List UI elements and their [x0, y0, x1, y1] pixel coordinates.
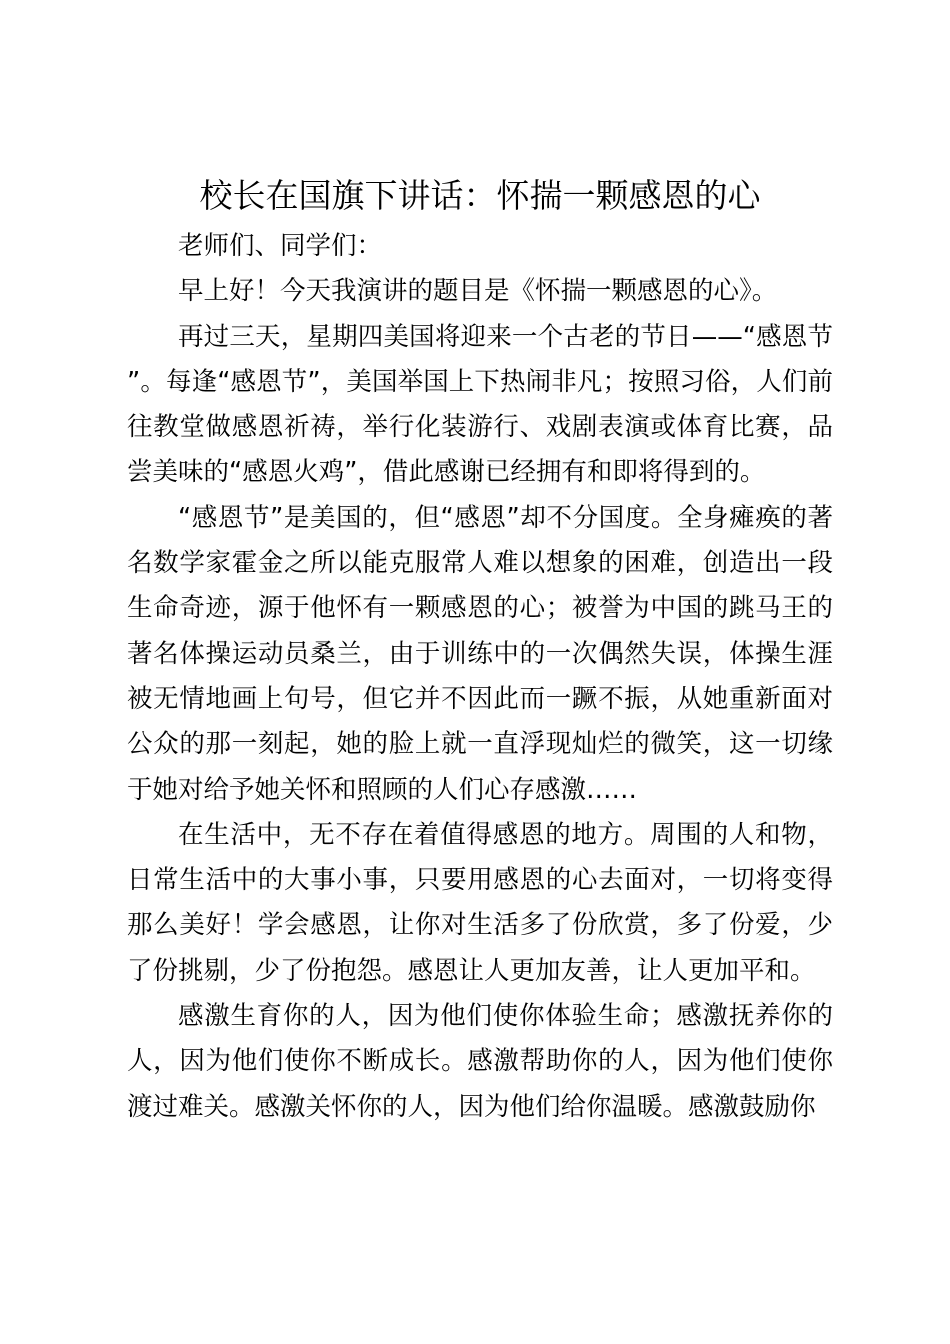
paragraph-life: 在生活中，无不存在着值得感恩的地方。周围的人和物，日常生活中的大事小事，只要用感恩的心去面对，一切将变得那么美好！学会感恩，让你对生活多了份欣赏，多了份爱，少了份挑剔，少了份抱怨。感恩让人更加友善，让人更加平和。	[127, 819, 833, 986]
paragraph-thanksgiving: 再过三天，星期四美国将迎来一个古老的节日——“感恩节”。每逢“感恩节”，美国举国上下热闹非凡；按照习俗，人们前往教堂做感恩祈祷，举行化装游行、戏剧表演或体育比赛，品尝美味的“感恩火鸡”，借此感谢已经拥有和即将得到的。	[127, 321, 833, 488]
paragraph-opening: 早上好！今天我演讲的题目是《怀揣一颗感恩的心》。	[178, 276, 778, 307]
paragraph-greeting: 老师们、同学们：	[178, 231, 383, 261]
document-page	[127, 168, 833, 1130]
paragraph-examples: “感恩节”是美国的，但“感恩”却不分国度。全身瘫痪的著名数学家霍金之所以能克服常人难以想象的困难，创造出一段生命奇迹，源于他怀有一颗感恩的心；被誉为中国的跳马王的著名体操运动员桑兰，由于训练中的一次偶然失误，体操生涯被无情地画上句号，但它并不因此而一蹶不振，从她重新面对公众的那一刻起，她的脸上就一直浮现灿烂的微笑，这一切缘于她对给予她关怀和照顾的人们心存感激……	[127, 502, 833, 805]
paragraph-gratitude: 感激生育你的人，因为他们使你体验生命；感激抚养你的人，因为他们使你不断成长。感激帮助你的人，因为他们使你渡过难关。感激关怀你的人，因为他们给你温暖。感激鼓励你	[127, 1001, 833, 1122]
document-title: 校长在国旗下讲话：怀揣一颗感恩的心	[199, 176, 761, 215]
